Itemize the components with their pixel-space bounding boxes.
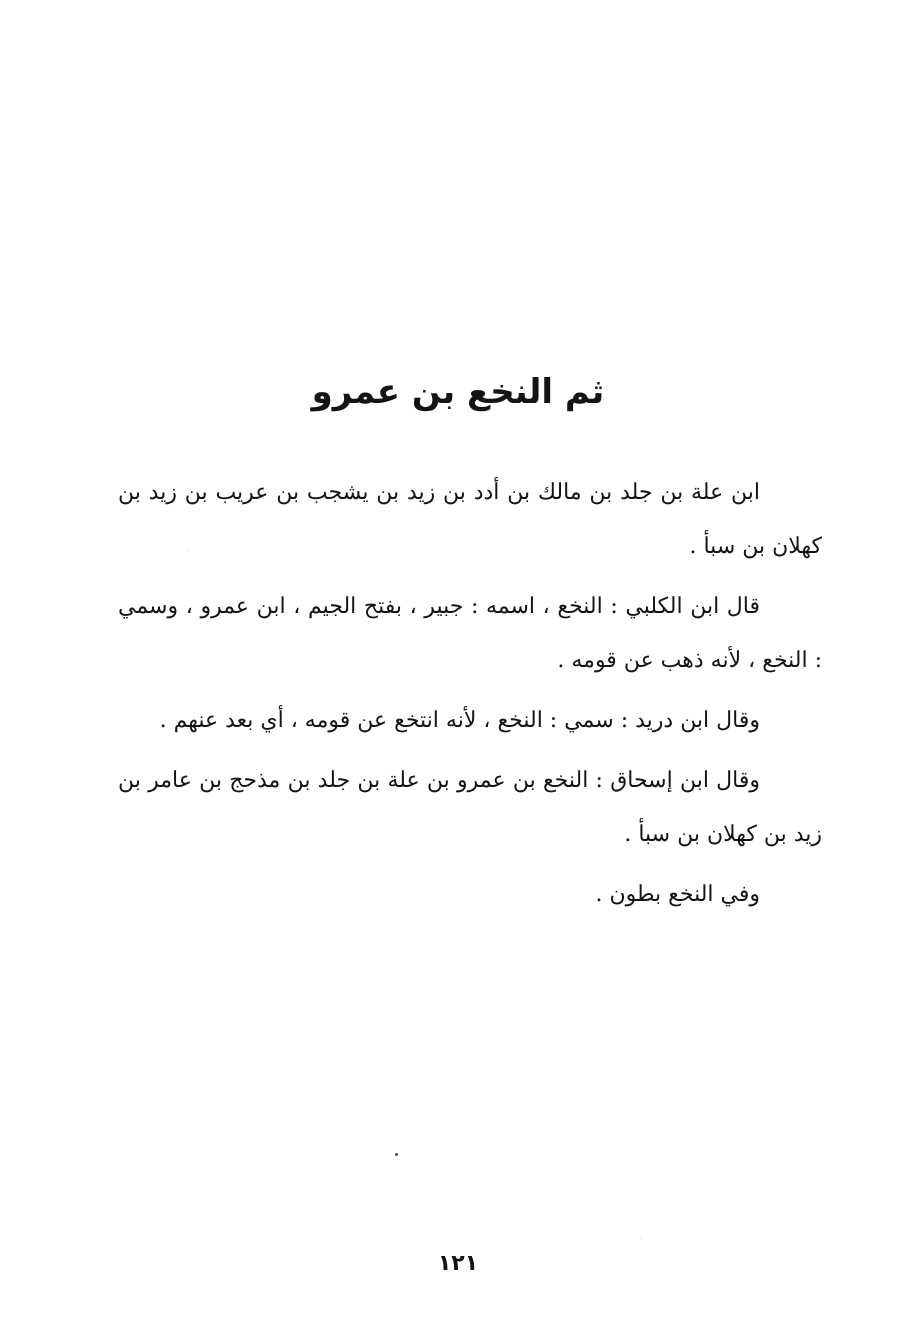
paragraph-2: قال ابن الكلبي : النخع ، اسمه : جبير ، بفتح الجيم ، ابن عمرو ، وسمي : النخع ، لأنه ذهب عن قومه . — [118, 594, 822, 673]
paragraph-5: وفي النخع بطون . — [595, 882, 760, 907]
scan-speck — [188, 550, 189, 551]
scan-speck — [640, 1238, 641, 1239]
paragraph-1: ابن علة بن جلد بن مالك بن أدد بن زيد بن يشجب بن عريب بن زيد بن كهلان بن سبأ . — [118, 480, 822, 559]
chapter-title: ثم النخع بن عمرو — [311, 372, 605, 412]
paragraph-3: وقال ابن دريد : سمي : النخع ، لأنه انتخع عن قومه ، أي بعد عنهم . — [159, 708, 760, 733]
paragraph-4: وقال ابن إسحاق : النخع بن عمرو بن علة بن جلد بن مذحج بن عامر بن زيد بن كهلان بن سبأ . — [118, 768, 822, 847]
page-number: ١٢١ — [437, 1251, 479, 1276]
page-body — [118, 466, 822, 928]
scan-speck — [395, 1153, 398, 1156]
